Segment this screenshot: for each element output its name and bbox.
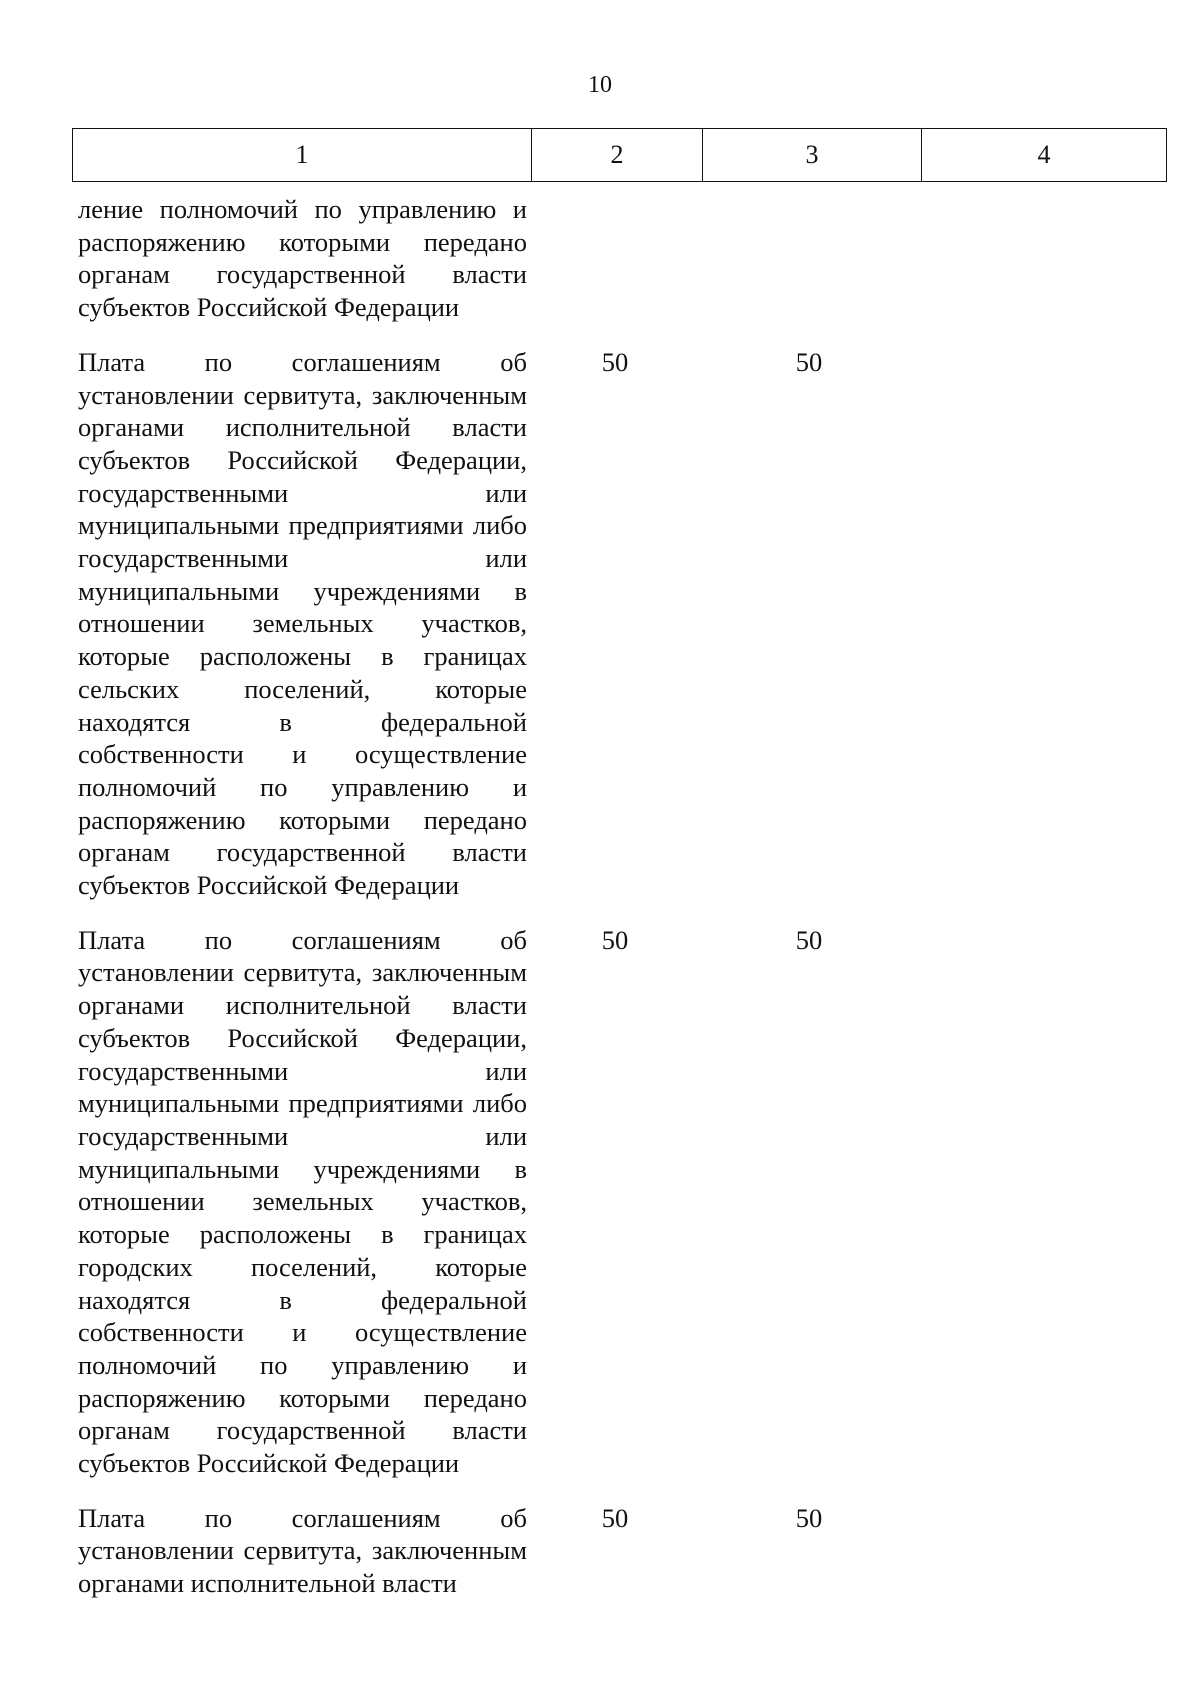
row-description: Плата по соглашениям об установлении сервитута, заключенным органами исполнительной власти bbox=[78, 1502, 527, 1599]
table-row bbox=[72, 1502, 1164, 1600]
table-row bbox=[72, 924, 1164, 1480]
table-header bbox=[72, 128, 1167, 182]
table-body bbox=[72, 193, 1164, 1622]
row-value-col2: 50 bbox=[601, 1502, 629, 1533]
table-row bbox=[72, 346, 1164, 902]
row-value-col2: 50 bbox=[601, 346, 629, 377]
row-value-col3: 50 bbox=[795, 924, 823, 955]
column-header-2: 2 bbox=[532, 129, 703, 182]
column-header-4: 4 bbox=[922, 129, 1167, 182]
row-description: Плата по соглашениям об установлении сервитута, заключенным органами исполнительной власти субъектов Российской Федерации, государственными или муниципальными предприятиями либо государственными или муниципальными учреждениями в отношении земельных участков, которые расположены в границах городских поселений, которые находятся в федеральной собственности и осуществление полномочий по управлению и распоряжению которыми передано органам государственной власти субъектов Российской Федерации bbox=[78, 924, 527, 1479]
table-row bbox=[72, 193, 1164, 324]
row-value-col3: 50 bbox=[795, 1502, 823, 1533]
page-number: 10 bbox=[588, 72, 612, 98]
row-description: Плата по соглашениям об установлении сервитута, заключенным органами исполнительной власти субъектов Российской Федерации, государственными или муниципальными предприятиями либо государственными или муниципальными учреждениями в отношении земельных участков, которые расположены в границах сельских поселений, которые находятся в федеральной собственности и осуществление полномочий по управлению и распоряжению которыми передано органам государственной власти субъектов Российской Федерации bbox=[78, 346, 527, 901]
row-value-col3: 50 bbox=[795, 346, 823, 377]
row-value-col2: 50 bbox=[601, 924, 629, 955]
column-header-3: 3 bbox=[703, 129, 922, 182]
column-header-1: 1 bbox=[73, 129, 532, 182]
row-description: ление полномочий по управлению и распоряжению которыми передано органам государственной власти субъектов Российской Федерации bbox=[78, 194, 527, 323]
